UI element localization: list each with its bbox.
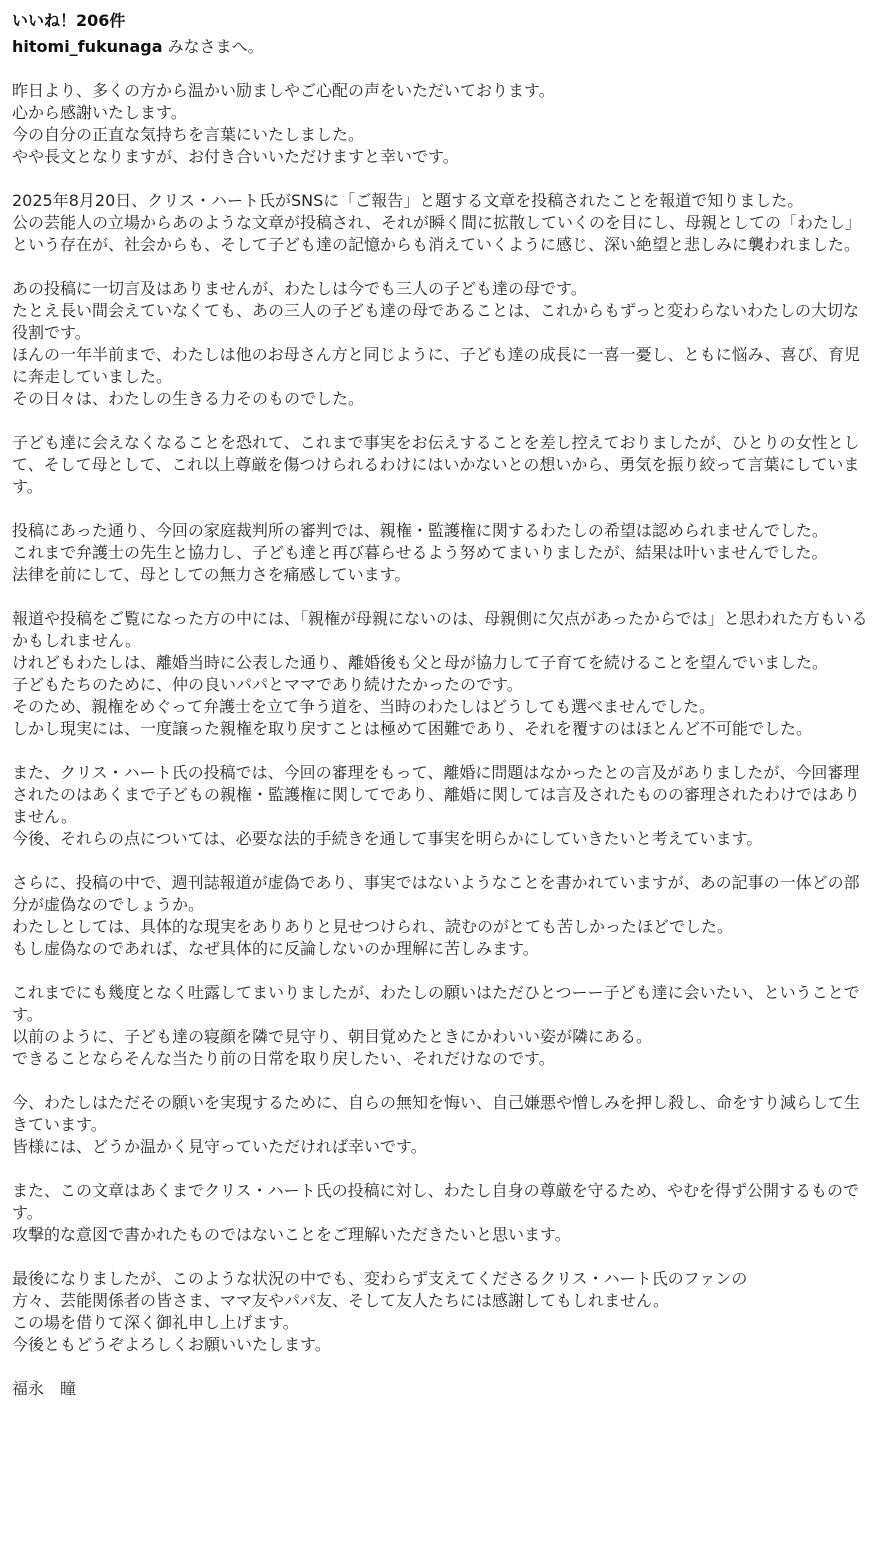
caption-line: これまでにも幾度となく吐露してまいりましたが、わたしの願いはただひとつーー子ども達に会いたい、ということです。 xyxy=(12,983,860,1024)
caption-line: 最後になりましたが、このような状況の中でも、変わらず支えてくださるクリス・ハート氏のファンの xyxy=(12,1269,748,1288)
caption-line: 子どもたちのために、仲の良いパパとママであり続けたかったのです。 xyxy=(12,675,523,694)
caption-paragraph xyxy=(12,432,874,498)
caption-paragraph xyxy=(12,520,874,586)
caption-paragraph xyxy=(12,982,874,1070)
caption-line: しかし現実には、一度譲った親権を取り戻すことは極めて困難であり、それを覆すのはほとんど不可能でした。 xyxy=(12,719,813,738)
caption-paragraph xyxy=(12,872,874,960)
caption-paragraph xyxy=(12,762,874,850)
caption-line: 攻撃的な意図で書かれたものではないことをご理解いただきたいと思います。 xyxy=(12,1225,571,1244)
caption-line: 今後、それらの点については、必要な法的手続きを通して事実を明らかにしていきたいと考えています。 xyxy=(12,829,763,848)
caption-line: やや長文となりますが、お付き合いいただけますと幸いです。 xyxy=(12,147,459,166)
greeting-text: みなさまへ。 xyxy=(162,37,264,56)
caption-line: さらに、投稿の中で、週刊誌報道が虚偽であり、事実ではないようなことを書かれていますが、あの記事の一体どの部分が虚偽なのでしょうか。 xyxy=(12,873,860,914)
signature: 福永 瞳 xyxy=(12,1379,77,1398)
caption-line: 方々、芸能関係者の皆さま、ママ友やパパ友、そして友人たちには感謝してもしれません。 xyxy=(12,1291,669,1310)
caption-line: 心から感謝いたします。 xyxy=(12,103,187,122)
caption-paragraph xyxy=(12,190,874,256)
caption-line: 2025年8月20日、クリス・ハート氏がSNSに「ご報告」と題する文章を投稿されたことを報道で知りました。 xyxy=(12,191,804,210)
caption-line: 今、わたしはただその願いを実現するために、自らの無知を悔い、自己嫌悪や憎しみを押し殺し、命をすり減らして生きています。 xyxy=(12,1093,861,1134)
caption-line: その日々は、わたしの生きる力そのものでした。 xyxy=(12,389,365,408)
caption-line: 以前のように、子ども達の寝顔を隣で見守り、朝目覚めたときにかわいい姿が隣にある。 xyxy=(12,1027,653,1046)
caption-line: 投稿にあった通り、今回の家庭裁判所の審判では、親権・監護権に関するわたしの希望は認められませんでした。 xyxy=(12,521,828,540)
caption-paragraph xyxy=(12,1180,874,1246)
caption-line: そのため、親権をめぐって弁護士を立て争う道を、当時のわたしはどうしても選べませんでした。 xyxy=(12,697,716,716)
caption-paragraph xyxy=(12,1092,874,1158)
caption-paragraph xyxy=(12,80,874,168)
caption-header xyxy=(12,36,874,58)
caption-line: あの投稿に一切言及はありませんが、わたしは今でも三人の子ども達の母です。 xyxy=(12,279,587,298)
caption-line: 皆様には、どうか温かく見守っていただければ幸いです。 xyxy=(12,1137,427,1156)
caption-text xyxy=(12,36,874,1400)
caption-paragraphs xyxy=(12,80,874,1356)
caption-line: これまで弁護士の先生と協力し、子ども達と再び暮らせるよう努めてまいりましたが、結果は叶いませんでした。 xyxy=(12,543,828,562)
post-caption-container xyxy=(12,10,874,1400)
caption-line: 法律を前にして、母としての無力さを痛感しています。 xyxy=(12,565,411,584)
caption-line: けれどもわたしは、離婚当時に公表した通り、離婚後も父と母が協力して子育てを続けることを望んでいました。 xyxy=(12,653,829,672)
caption-line: もし虚偽なのであれば、なぜ具体的に反論しないのか理解に苦しみます。 xyxy=(12,939,539,958)
caption-line: わたしとしては、具体的な現実をありありと見せつけられ、読むのがとても苦しかったほどでした。 xyxy=(12,917,733,936)
caption-line: また、この文章はあくまでクリス・ハート氏の投稿に対し、わたし自身の尊厳を守るため、やむを得ず公開するものです。 xyxy=(12,1181,860,1222)
caption-line: 子ども達に会えなくなることを恐れて、これまで事実をお伝えすることを差し控えておりましたが、ひとりの女性として、そして母として、これ以上尊厳を傷つけられるわけにはいかないとの想いから、勇気を振り絞って言葉にしています。 xyxy=(12,433,860,496)
caption-paragraph xyxy=(12,278,874,410)
caption-line: また、クリス・ハート氏の投稿では、今回の審理をもって、離婚に問題はなかったとの言及がありましたが、今回審理されたのはあくまで子どもの親権・監護権に関してであり、離婚に関しては言及されたものの審理されたわけではありません。 xyxy=(12,763,861,826)
caption-line: 報道や投稿をご覧になった方の中には、「親権が母親にないのは、母親側に欠点があったからでは」と思われた方もいるかもしれません。 xyxy=(12,609,868,650)
caption-line: 今の自分の正直な気持ちを言葉にいたしました。 xyxy=(12,125,365,144)
likes-count[interactable]: いいね！206件 xyxy=(12,11,126,30)
caption-paragraph xyxy=(12,1268,874,1356)
caption-line: この場を借りて深く御礼申し上げます。 xyxy=(12,1313,299,1332)
caption-line: 昨日より、多くの方から温かい励ましやご心配の声をいただいております。 xyxy=(12,81,555,100)
username-link[interactable]: hitomi_fukunaga xyxy=(12,37,163,56)
caption-line: ほんの一年半前まで、わたしは他のお母さん方と同じように、子ども達の成長に一喜一憂し、ともに悩み、喜び、育児に奔走していました。 xyxy=(12,345,861,386)
caption-line: 公の芸能人の立場からあのような文章が投稿され、それが瞬く間に拡散していくのを目にし、母親としての「わたし」という存在が、社会からも、そして子ども達の記憶からも消えていくように感じ、深い絶望と悲しみに襲われました。 xyxy=(12,213,861,254)
caption-line: たとえ長い間会えていなくても、あの三人の子ども達の母であることは、これからもずっと変わらないわたしの大切な役割です。 xyxy=(12,301,860,342)
caption-line: できることならそんな当たり前の日常を取り戻したい、それだけなのです。 xyxy=(12,1049,555,1068)
caption-paragraph xyxy=(12,608,874,740)
caption-line: 今後ともどうぞよろしくお願いいたします。 xyxy=(12,1335,331,1354)
